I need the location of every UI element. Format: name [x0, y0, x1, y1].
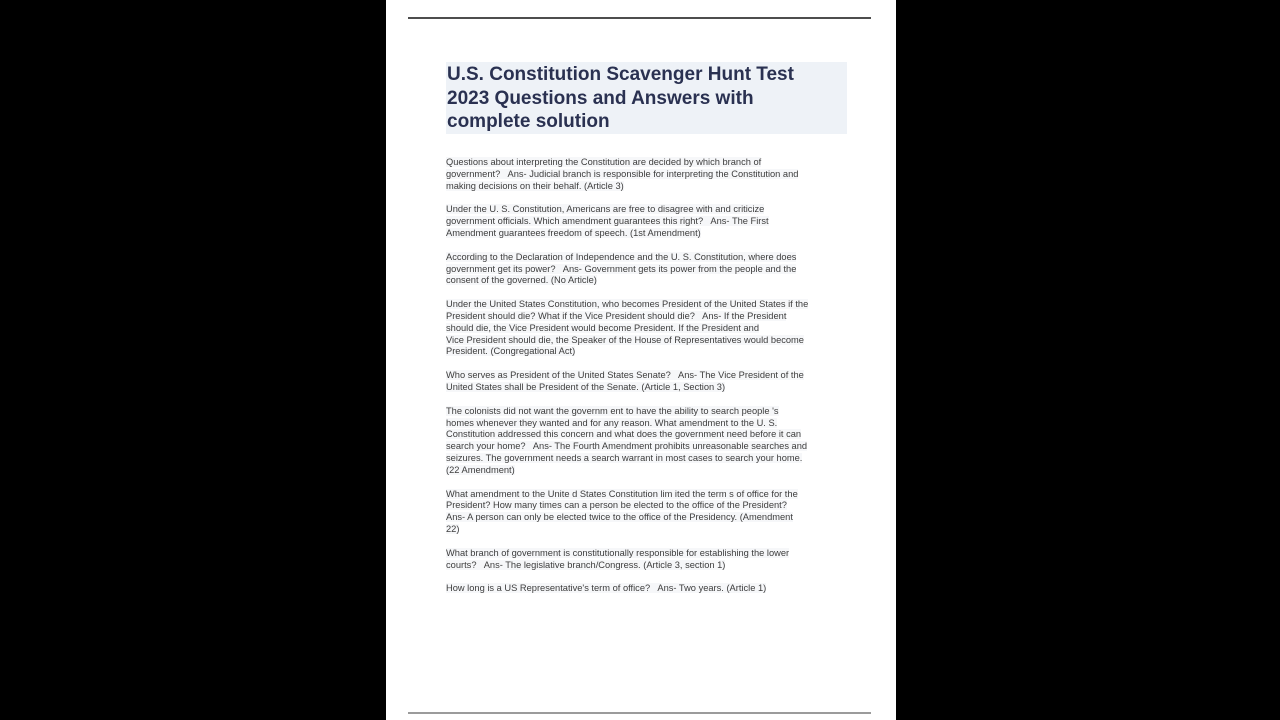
qa-paragraph [446, 299, 858, 358]
paragraph-line [446, 560, 858, 572]
paragraph-line [446, 429, 858, 441]
paragraph-line [446, 335, 858, 347]
paragraph-line [446, 169, 858, 181]
qa-paragraph [446, 370, 858, 394]
paragraph-line [446, 228, 858, 240]
paragraph-line-text: President should die? What if the Vice President should die? Ans- If the President [446, 310, 787, 321]
paragraph-line-text: 22) [446, 523, 460, 534]
paragraph-line [446, 524, 858, 536]
qa-paragraph [446, 204, 858, 239]
paragraph-line-text: Ans- A person can only be elected twice to the office of the Presidency. (Amendment [446, 512, 793, 523]
paragraph-line-text: What branch of government is constitutionally responsible for establishing the lower [446, 547, 790, 558]
paragraph-line [446, 252, 858, 264]
paragraph-line-text: Questions about interpreting the Constitution are decided by which branch of [446, 157, 762, 167]
paragraph-line-text: making decisions on their behalf. (Article 3) [446, 180, 624, 191]
paragraph-line-text: courts? Ans- The legislative branch/Congress. (Article 3, section 1) [446, 559, 726, 570]
paragraph-line-text: seizures. The government needs a search warrant in most cases to search your home. [446, 452, 803, 463]
paragraph-line-text: Vice President should die, the Speaker of the House of Representatives would become [446, 334, 804, 345]
paragraph-line-text: consent of the governed. (No Article) [446, 275, 597, 286]
paragraph-line [446, 346, 858, 358]
paragraph-line [446, 299, 858, 311]
paragraph-line [446, 465, 858, 477]
document-body [446, 157, 858, 607]
paragraph-line [446, 382, 858, 394]
paragraph-line-text: What amendment to the Unite d States Constitution lim ited the term s of office for the [446, 488, 798, 499]
document-title [446, 62, 847, 134]
paragraph-line [446, 204, 858, 216]
qa-paragraph [446, 548, 858, 572]
paragraph-line-text: government get its power? Ans- Government gets its power from the people and the [446, 263, 797, 274]
paragraph-line-text: government officials. Which amendment guarantees this right? Ans- The First [446, 216, 769, 227]
document-page [386, 0, 896, 720]
qa-paragraph [446, 252, 858, 287]
title-line: U.S. Constitution Scavenger Hunt Test [447, 64, 794, 85]
paragraph-line-text: homes whenever they wanted and for any reason. What amendment to the U. S. [446, 417, 778, 428]
qa-paragraph [446, 157, 858, 192]
top-rule [408, 17, 871, 19]
paragraph-line [446, 453, 858, 465]
qa-paragraph [446, 583, 858, 595]
paragraph-line-text: According to the Declaration of Independence and the U. S. Constitution, where does [446, 251, 797, 262]
paragraph-line [446, 441, 858, 453]
paragraph-line-text: United States shall be President of the Senate. (Article 1, Section 3) [446, 381, 726, 392]
paragraph-line [446, 406, 858, 418]
paragraph-line-text: Under the U. S. Constitution, Americans are free to disagree with and criticize [446, 204, 765, 215]
paragraph-line [446, 323, 858, 335]
paragraph-line [446, 264, 858, 276]
qa-paragraph [446, 406, 858, 477]
paragraph-line-text: The colonists did not want the governm ent to have the ability to search people 's [446, 405, 779, 416]
paragraph-line-text: President. (Congregational Act) [446, 346, 576, 357]
paragraph-line [446, 275, 858, 287]
paragraph-line-text: (22 Amendment) [446, 464, 515, 475]
paragraph-line-text: search your home? Ans- The Fourth Amendment prohibits unreasonable searches and [446, 441, 808, 452]
paragraph-line [446, 489, 858, 501]
paragraph-line [446, 500, 858, 512]
title-line: complete solution [447, 111, 610, 132]
paragraph-line [446, 548, 858, 560]
paragraph-line [446, 216, 858, 228]
paragraph-line [446, 157, 858, 169]
paragraph-line-text: Amendment guarantees freedom of speech. (1st Amendment) [446, 227, 701, 238]
paragraph-line-text: President? How many times can a person be elected to the office of the President? [446, 500, 787, 511]
title-line: 2023 Questions and Answers with [447, 87, 754, 109]
paragraph-line-text: How long is a US Representative's term of office? Ans- Two years. (Article 1) [446, 583, 767, 594]
paragraph-line-text: Who serves as President of the United States Senate? Ans- The Vice President of the [446, 370, 804, 381]
paragraph-line [446, 583, 858, 595]
qa-paragraph [446, 489, 858, 536]
paragraph-line [446, 418, 858, 430]
bottom-rule [408, 712, 871, 714]
paragraph-line [446, 512, 858, 524]
paragraph-line [446, 181, 858, 193]
paragraph-line [446, 370, 858, 382]
paragraph-line-text: Under the United States Constitution, who becomes President of the United States if the [446, 299, 809, 310]
paragraph-line-text: should die, the Vice President would become President. If the President and [446, 322, 760, 333]
paragraph-line [446, 311, 858, 323]
paragraph-line-text: government? Ans- Judicial branch is responsible for interpreting the Constitution and [446, 168, 799, 179]
paragraph-line-text: Constitution addressed this concern and what does the government need before it can [446, 429, 802, 440]
